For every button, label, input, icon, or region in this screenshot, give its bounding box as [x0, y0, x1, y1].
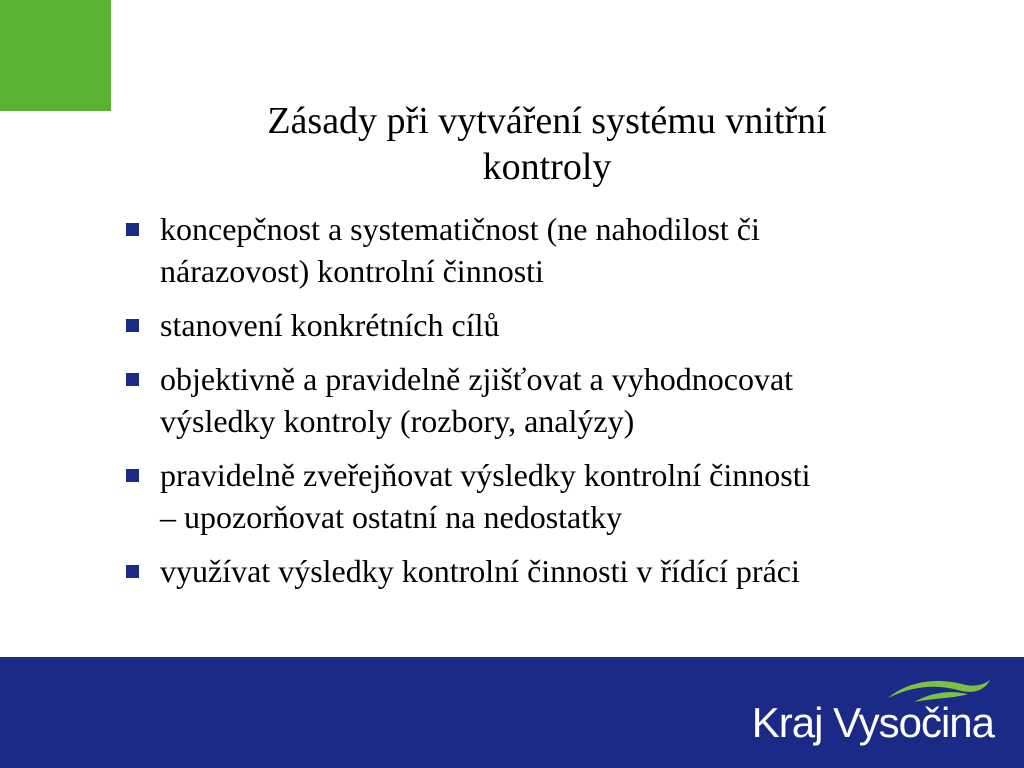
bullet-text-line: – upozorňovat ostatní na nedostatky — [160, 499, 623, 535]
bullet-item — [124, 550, 984, 592]
bullet-item — [124, 304, 984, 346]
bullet-text-line: stanovení konkrétních cílů — [160, 307, 500, 343]
bullet-text-line: nárazovost) kontrolní činnosti — [160, 253, 544, 289]
square-bullet-icon — [126, 373, 139, 386]
square-bullet-icon — [126, 319, 139, 332]
bullet-text-line: koncepčnost a systematičnost (ne nahodilost či — [160, 211, 760, 247]
bullet-text-line: výsledky kontroly (rozbory, analýzy) — [160, 403, 635, 439]
slide-title — [130, 98, 964, 190]
bullet-text-line: pravidelně zveřejňovat výsledky kontrolní činnosti — [160, 457, 811, 493]
slide-title-line-2: kontroly — [482, 146, 612, 188]
kraj-vysocina-logo — [744, 676, 994, 752]
square-bullet-icon — [126, 469, 139, 482]
corner-green-block — [0, 0, 111, 111]
bullet-text-line: využívat výsledky kontrolní činnosti v řídící práci — [160, 553, 800, 589]
square-bullet-icon — [126, 565, 139, 578]
bullet-item — [124, 454, 984, 538]
square-bullet-icon — [126, 223, 139, 236]
bullet-list — [124, 208, 984, 604]
logo-text: Kraj Vysočina — [751, 699, 994, 746]
bullet-item — [124, 358, 984, 442]
slide-title-line-1: Zásady při vytváření systému vnitřní — [267, 100, 827, 142]
bullet-item — [124, 208, 984, 292]
bullet-text-line: objektivně a pravidelně zjišťovat a vyhodnocovat — [160, 361, 794, 397]
